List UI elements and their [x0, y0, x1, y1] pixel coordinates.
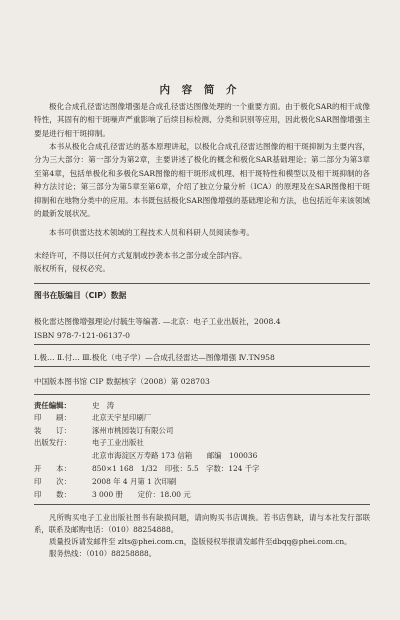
- edition-label: 印 次：: [34, 477, 71, 486]
- page-title: 内 容 简 介: [159, 84, 241, 96]
- format-label: 开 本：: [34, 464, 71, 473]
- copyright-warning: 未经许可，不得以任何方式复制或抄袭本书之部分或全部内容。: [34, 251, 247, 260]
- cip-divider-2: [34, 366, 370, 367]
- copies-label: 印 数：: [34, 490, 71, 499]
- cip-isbn: ISBN 978-7-121-06137-0: [34, 331, 130, 340]
- cip-record-number: 中国版本图书馆 CIP 数据核字（2008）第 028703: [34, 377, 210, 386]
- copyright-notice: 版权所有，侵权必究。: [34, 264, 110, 273]
- editor-label: 责任编辑：: [34, 401, 71, 410]
- editor-value: 史 涛: [92, 401, 115, 410]
- divider-line-2: [34, 394, 370, 395]
- printer-value: 北京天宇星印刷厂: [92, 413, 152, 422]
- format-value: 850×1 168 1/32 印张：5.5 字数：124 千字: [92, 464, 260, 473]
- printer-row: [34, 412, 151, 423]
- cip-book-entry: 极化雷达图像增强理论/付毓生等编著. —北京：电子工业出版社，2008.4: [34, 317, 281, 326]
- footer-service-hotline: 服务热线：（010）88258888。: [49, 549, 157, 558]
- cip-classification: Ⅰ.极… Ⅱ.付… Ⅲ.极化（电子学）—合成孔径雷达—图像增强 Ⅳ.TN958: [34, 353, 275, 362]
- edition-row: [34, 476, 176, 487]
- format-row: [34, 463, 260, 474]
- copies-row: [34, 489, 191, 500]
- binder-row: [34, 425, 173, 436]
- binder-label: 装 订：: [34, 426, 71, 435]
- printer-label: 印 刷：: [34, 413, 71, 422]
- cip-divider: [34, 344, 370, 345]
- binder-value: 涿州市桃园装订有限公司: [92, 426, 174, 435]
- footer-complaint-email: 质量投诉请发邮件至 zlts@phei.com.cn，盗版侵权举报请发邮件至dbqq@phei.com.cn。: [49, 537, 352, 546]
- footer-return-policy: 凡所购买电子工业出版社图书有缺损问题，请向购买书店调换。若书店售缺，请与本社发行部联系，联系及邮购电话：（010）88254888。: [34, 513, 370, 534]
- summary-paragraph-1: 极化合成孔径雷达图像增强是合成孔径雷达图像处理的一个重要方面。由于极化SAR的相干成像特性，其固有的相干斑噪声严重影响了后续目标检测、分类和识别等应用，因此极化SAR图像增强主要是进行相干斑抑制。: [34, 102, 370, 138]
- publisher-address: 北京市海淀区万寿路 173 信箱 邮编 100036: [92, 451, 258, 460]
- summary-paragraph-3: 本书可供雷达技术领域的工程技术人员和科研人员阅读参考。: [49, 228, 255, 237]
- summary-paragraph-2: 本书从极化合成孔径雷达的基本原理讲起，以极化合成孔径雷达图像的相干斑抑制为主要内容，分为三大部分：第一部分为第2章，主要讲述了极化的概念和极化SAR基础理论；第二部分为第3章至第4章，包括单极化和多极化SAR图像的相干斑形成机理、相干斑特性和模型以及相干斑抑制的各种方法讨论；第三部分为第5章至第6章，介绍了独立分量分析（ICA）的原理及在SAR图像相干斑抑制和在地物分类中的应用。本书既包括极化SAR图像增强的基础理论和方法，也包括近年来该领域的最新发展状况。: [34, 142, 370, 219]
- publisher-row: [34, 437, 144, 448]
- edition-value: 2008 年 4 月第 1 次印刷: [92, 477, 177, 486]
- publisher-label: 出版发行：: [34, 438, 71, 447]
- editor-row: [34, 400, 114, 411]
- cip-heading: 图书在版编目（CIP）数据: [34, 291, 127, 300]
- publisher-value: 电子工业出版社: [92, 438, 144, 447]
- divider-line: [34, 283, 370, 284]
- divider-line-3: [34, 504, 370, 505]
- copies-value: 3 000 册 定价：18.00 元: [92, 490, 191, 499]
- footer-notice: [34, 512, 370, 560]
